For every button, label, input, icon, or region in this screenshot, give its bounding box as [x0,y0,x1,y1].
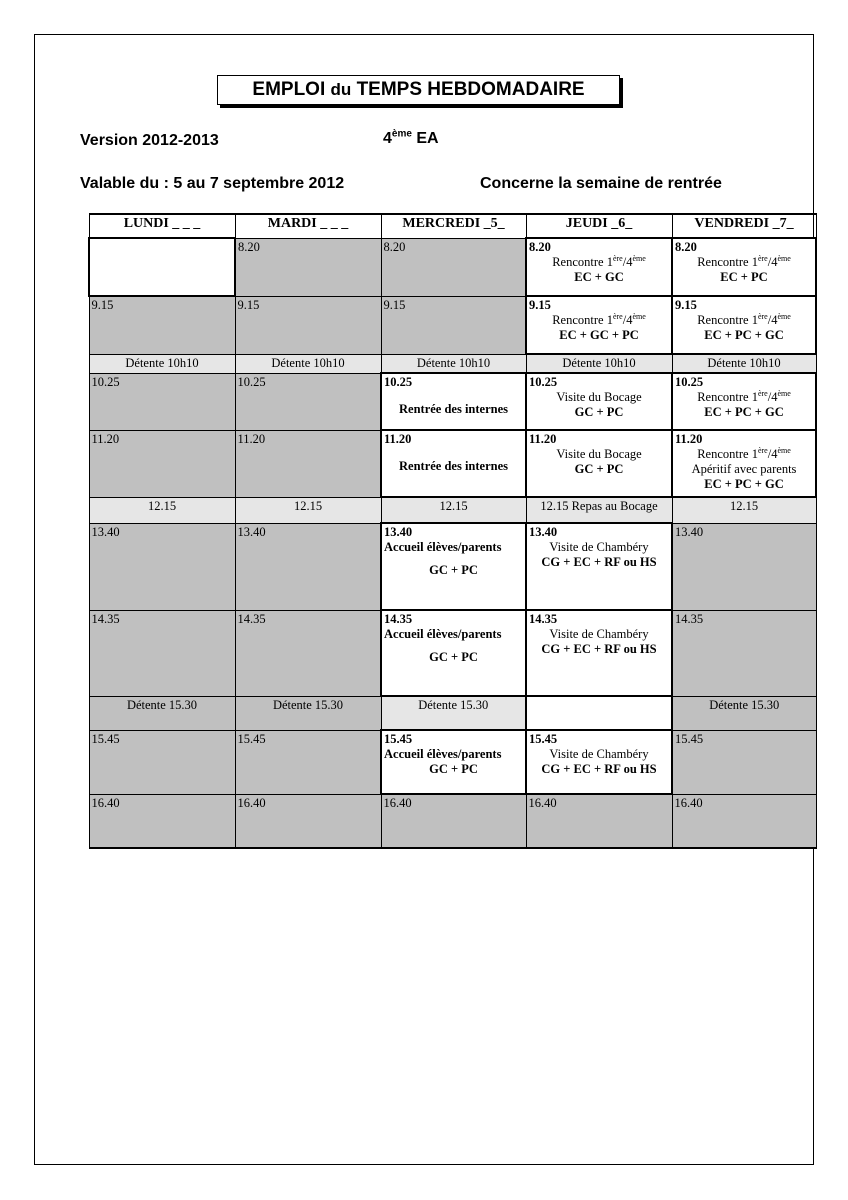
concerne-label: Concerne la semaine de rentrée [480,175,722,192]
day-friday: VENDREDI _7_ [672,214,816,238]
timetable [88,213,817,849]
valid-dates: Valable du : 5 au 7 septembre 2012 [80,175,345,192]
cell-event: 11.20 Rentrée des internes [381,430,526,497]
row-1340 [89,523,816,610]
cell: 14.35 [89,610,235,696]
break-cell: Détente 15.30 [672,696,816,730]
lunch-cell: 12.15 Repas au Bocage [526,497,672,523]
cell-event: 14.35 Accueil élèves/parents GC + PC [381,610,526,696]
cell: 9.15 [381,296,526,354]
cell: 15.45 [89,730,235,794]
cell: 9.15 [235,296,381,354]
day-thursday: JEUDI _6_ [526,214,672,238]
break-cell: Détente 15.30 [89,696,235,730]
cell-event: 8.20 Rencontre 1ère/4ème EC + GC [526,238,672,296]
break-row-1530 [89,696,816,730]
cell-event: 8.20 Rencontre 1ère/4ème EC + PC [672,238,816,296]
break-cell: Détente 10h10 [381,354,526,373]
days-header-row [89,214,816,238]
break-cell: Détente 10h10 [235,354,381,373]
break-cell: Détente 15.30 [235,696,381,730]
cell-event: 9.15 Rencontre 1ère/4ème EC + GC + PC [526,296,672,354]
cell-event: 10.25 Rencontre 1ère/4ème EC + PC + GC [672,373,816,430]
version-label: Version 2012-2013 [80,132,219,149]
cell: 10.25 [235,373,381,430]
cell-event: 9.15 Rencontre 1ère/4ème EC + PC + GC [672,296,816,354]
cell-event: 13.40 Visite de Chambéry CG + EC + RF ou HS [526,523,672,610]
cell-event: 14.35 Visite de Chambéry CG + EC + RF ou HS [526,610,672,696]
cell: 13.40 [89,523,235,610]
cell: 16.40 [381,794,526,848]
cell-event: 10.25 Visite du Bocage GC + PC [526,373,672,430]
row-1120 [89,430,816,497]
cell: 13.40 [235,523,381,610]
cell: 16.40 [526,794,672,848]
cell: 13.40 [672,523,816,610]
day-wednesday: MERCREDI _5_ [381,214,526,238]
cell: 16.40 [235,794,381,848]
row-1215 [89,497,816,523]
page-title: EMPLOI du TEMPS HEBDOMADAIRE [217,75,620,105]
cell: 9.15 [89,296,235,354]
break-cell: Détente 10h10 [89,354,235,373]
cell: 8.20 [381,238,526,296]
lunch-cell: 12.15 [235,497,381,523]
break-cell: Détente 10h10 [526,354,672,373]
row-915 [89,296,816,354]
cell: 16.40 [89,794,235,848]
row-1435 [89,610,816,696]
cell-empty [89,238,235,296]
cell: 11.20 [235,430,381,497]
lunch-cell: 12.15 [672,497,816,523]
cell: 16.40 [672,794,816,848]
row-1640 [89,794,816,848]
cell-event: 11.20 Visite du Bocage GC + PC [526,430,672,497]
cell: 14.35 [235,610,381,696]
cell: 14.35 [672,610,816,696]
cell-event: 13.40 Accueil élèves/parents GC + PC [381,523,526,610]
cell: 15.45 [672,730,816,794]
break-cell: Détente 15.30 [381,696,526,730]
lunch-cell: 12.15 [89,497,235,523]
cell: 10.25 [89,373,235,430]
class-label: 4ème EA [383,128,439,147]
cell-event: 15.45 Visite de Chambéry CG + EC + RF ou HS [526,730,672,794]
cell: 11.20 [89,430,235,497]
cell-event: 10.25 Rentrée des internes [381,373,526,430]
break-cell-empty [526,696,672,730]
day-tuesday: MARDI _ _ _ [235,214,381,238]
row-1545 [89,730,816,794]
cell-event: 11.20 Rencontre 1ère/4ème Apéritif avec parents EC + PC + GC [672,430,816,497]
cell: 15.45 [235,730,381,794]
row-1025 [89,373,816,430]
lunch-cell: 12.15 [381,497,526,523]
cell: 8.20 [235,238,381,296]
cell-event: 15.45 Accueil élèves/parents GC + PC [381,730,526,794]
break-row-1010 [89,354,816,373]
day-monday: LUNDI _ _ _ [89,214,235,238]
break-cell: Détente 10h10 [672,354,816,373]
row-820 [89,238,816,296]
